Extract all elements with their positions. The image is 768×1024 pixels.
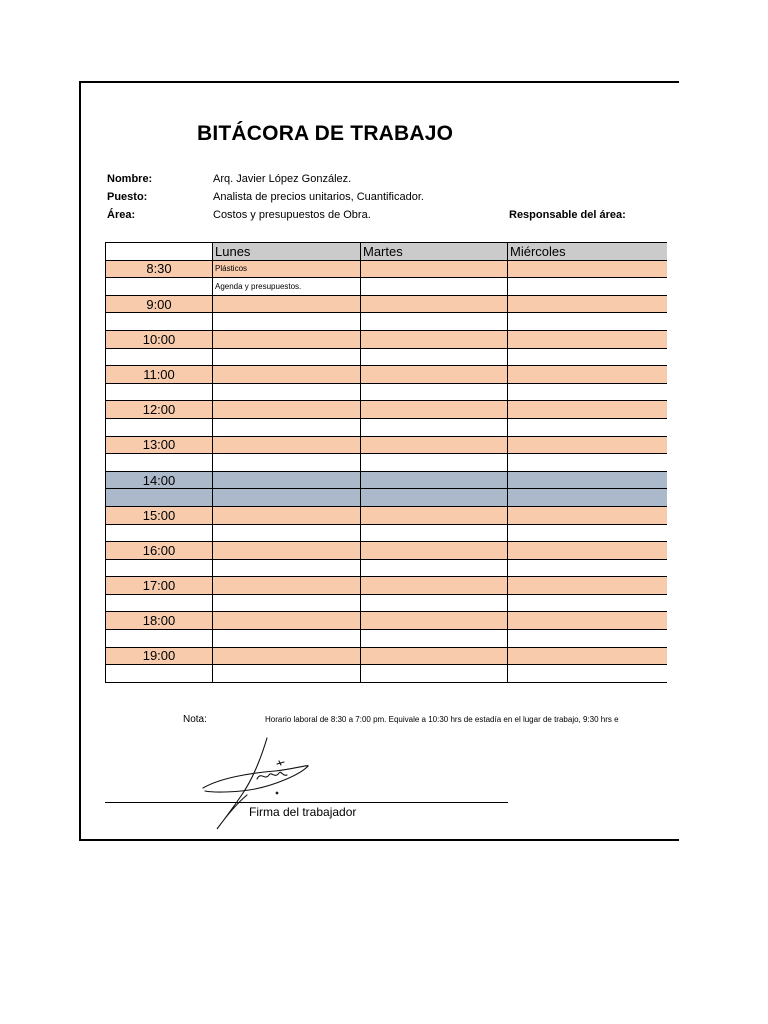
- entry-cell[interactable]: [361, 647, 508, 665]
- entry-cell[interactable]: [361, 348, 508, 366]
- entry-cell[interactable]: [213, 401, 361, 419]
- entry-cell[interactable]: [361, 436, 508, 454]
- entry-cell[interactable]: [508, 418, 668, 436]
- entry-cell[interactable]: [361, 454, 508, 472]
- entry-cell[interactable]: [361, 630, 508, 648]
- time-cell: [106, 348, 213, 366]
- entry-cell[interactable]: [508, 630, 668, 648]
- area-label: Área:: [107, 209, 136, 221]
- half-row: [106, 524, 668, 542]
- time-cell: 17:00: [106, 577, 213, 595]
- entry-cell[interactable]: [508, 594, 668, 612]
- entry-cell[interactable]: [361, 401, 508, 419]
- time-cell: 10:00: [106, 330, 213, 348]
- time-cell: [106, 313, 213, 331]
- half-row: [106, 278, 668, 296]
- entry-cell[interactable]: [361, 313, 508, 331]
- puesto-label: Puesto:: [107, 191, 148, 203]
- time-cell: [106, 665, 213, 683]
- half-row: [106, 383, 668, 401]
- entry-cell[interactable]: [361, 330, 508, 348]
- signature-label: Firma del trabajador: [249, 805, 357, 819]
- time-cell: [106, 418, 213, 436]
- entry-cell[interactable]: [508, 295, 668, 313]
- time-cell: 11:00: [106, 366, 213, 384]
- entry-cell[interactable]: [508, 506, 668, 524]
- entry-cell[interactable]: [508, 559, 668, 577]
- entry-cell[interactable]: [508, 612, 668, 630]
- page-title: BITÁCORA DE TRABAJO: [197, 122, 454, 145]
- time-row: [106, 612, 668, 630]
- half-row: [106, 418, 668, 436]
- entry-cell[interactable]: [213, 630, 361, 648]
- time-cell: [106, 630, 213, 648]
- entry-cell[interactable]: [508, 436, 668, 454]
- entry-cell[interactable]: [508, 454, 668, 472]
- entry-cell[interactable]: [508, 577, 668, 595]
- entry-cell[interactable]: [361, 542, 508, 560]
- entry-cell[interactable]: [213, 348, 361, 366]
- entry-cell[interactable]: [213, 559, 361, 577]
- entry-cell[interactable]: [508, 524, 668, 542]
- entry-cell[interactable]: [361, 260, 508, 278]
- time-row: [106, 330, 668, 348]
- time-cell: [106, 278, 213, 296]
- lunch-row: [106, 489, 668, 507]
- entry-cell[interactable]: [508, 665, 668, 683]
- half-row: [106, 594, 668, 612]
- entry-cell[interactable]: [508, 366, 668, 384]
- responsable-label: Responsable del área:: [509, 209, 626, 221]
- half-row: [106, 559, 668, 577]
- header-row: [106, 243, 668, 261]
- time-row: [106, 542, 668, 560]
- entry-cell[interactable]: [508, 542, 668, 560]
- time-row: [106, 506, 668, 524]
- time-cell: 16:00: [106, 542, 213, 560]
- entry-cell[interactable]: [213, 647, 361, 665]
- entry-cell[interactable]: [361, 366, 508, 384]
- entry-cell[interactable]: [508, 348, 668, 366]
- entry-cell[interactable]: [213, 383, 361, 401]
- entry-cell[interactable]: [213, 330, 361, 348]
- time-row: [106, 295, 668, 313]
- entry-cell[interactable]: [508, 401, 668, 419]
- entry-cell[interactable]: [361, 295, 508, 313]
- half-row: [106, 348, 668, 366]
- time-cell: 15:00: [106, 506, 213, 524]
- entry-cell[interactable]: [213, 542, 361, 560]
- entry-cell[interactable]: [361, 471, 508, 489]
- entry-cell[interactable]: [213, 366, 361, 384]
- time-cell: 13:00: [106, 436, 213, 454]
- entry-cell[interactable]: [361, 524, 508, 542]
- entry-cell[interactable]: [213, 506, 361, 524]
- entry-cell[interactable]: [213, 454, 361, 472]
- time-cell: 14:00: [106, 471, 213, 489]
- time-cell: 9:00: [106, 295, 213, 313]
- time-cell: 12:00: [106, 401, 213, 419]
- entry-cell[interactable]: [508, 278, 668, 296]
- entry-cell[interactable]: [213, 313, 361, 331]
- entry-cell[interactable]: [213, 524, 361, 542]
- entry-cell[interactable]: [361, 577, 508, 595]
- nombre-label: Nombre:: [107, 173, 153, 185]
- lunch-row: [106, 471, 668, 489]
- time-row: [106, 577, 668, 595]
- time-cell: 18:00: [106, 612, 213, 630]
- entry-cell[interactable]: [361, 278, 508, 296]
- entry-cell[interactable]: [361, 489, 508, 507]
- time-cell: [106, 489, 213, 507]
- entry-cell[interactable]: [361, 665, 508, 683]
- day-header-miercoles: Miércoles: [508, 243, 668, 261]
- note-label: Nota:: [183, 714, 207, 725]
- time-cell: [106, 454, 213, 472]
- time-cell: [106, 594, 213, 612]
- signature-line: [105, 802, 508, 803]
- entry-cell[interactable]: [508, 383, 668, 401]
- nombre-value: Arq. Javier López González.: [213, 173, 352, 185]
- entry-cell[interactable]: [508, 313, 668, 331]
- half-row: [106, 454, 668, 472]
- half-row: [106, 630, 668, 648]
- entry-cell[interactable]: [213, 665, 361, 683]
- entry-cell[interactable]: [508, 471, 668, 489]
- half-row: [106, 665, 668, 683]
- time-row: [106, 401, 668, 419]
- time-cell: [106, 383, 213, 401]
- entry-cell[interactable]: [361, 594, 508, 612]
- time-row: [106, 260, 668, 278]
- entry-cell[interactable]: [213, 436, 361, 454]
- time-cell: [106, 559, 213, 577]
- entry-cell[interactable]: [508, 489, 668, 507]
- corner-cell: [106, 243, 213, 261]
- note-text: Horario laboral de 8:30 a 7:00 pm. Equivale a 10:30 hrs de estadía en el lugar de trabajo, 9:30 hrs e: [265, 715, 619, 724]
- time-cell: [106, 524, 213, 542]
- entry-cell[interactable]: Plásticos: [213, 260, 361, 278]
- entry-cell[interactable]: [213, 471, 361, 489]
- area-value: Costos y presupuestos de Obra.: [213, 209, 371, 221]
- entry-cell[interactable]: [361, 418, 508, 436]
- entry-cell[interactable]: [213, 612, 361, 630]
- entry-cell[interactable]: [361, 612, 508, 630]
- puesto-value: Analista de precios unitarios, Cuantificador.: [213, 191, 424, 203]
- time-row: [106, 647, 668, 665]
- entry-cell[interactable]: [361, 383, 508, 401]
- half-row: [106, 313, 668, 331]
- entry-cell[interactable]: [213, 594, 361, 612]
- entry-cell[interactable]: [508, 260, 668, 278]
- time-row: [106, 366, 668, 384]
- day-header-martes: Martes: [361, 243, 508, 261]
- entry-cell[interactable]: [213, 418, 361, 436]
- schedule-table: [105, 242, 667, 683]
- entry-cell[interactable]: [508, 647, 668, 665]
- entry-cell[interactable]: [508, 330, 668, 348]
- time-cell: 19:00: [106, 647, 213, 665]
- entry-cell[interactable]: [213, 577, 361, 595]
- entry-cell[interactable]: [213, 489, 361, 507]
- entry-cell[interactable]: [361, 506, 508, 524]
- time-row: [106, 436, 668, 454]
- day-header-lunes: Lunes: [213, 243, 361, 261]
- time-cell: 8:30: [106, 260, 213, 278]
- entry-cell[interactable]: [361, 559, 508, 577]
- entry-cell[interactable]: Agenda y presupuestos.: [213, 278, 361, 296]
- entry-cell[interactable]: [213, 295, 361, 313]
